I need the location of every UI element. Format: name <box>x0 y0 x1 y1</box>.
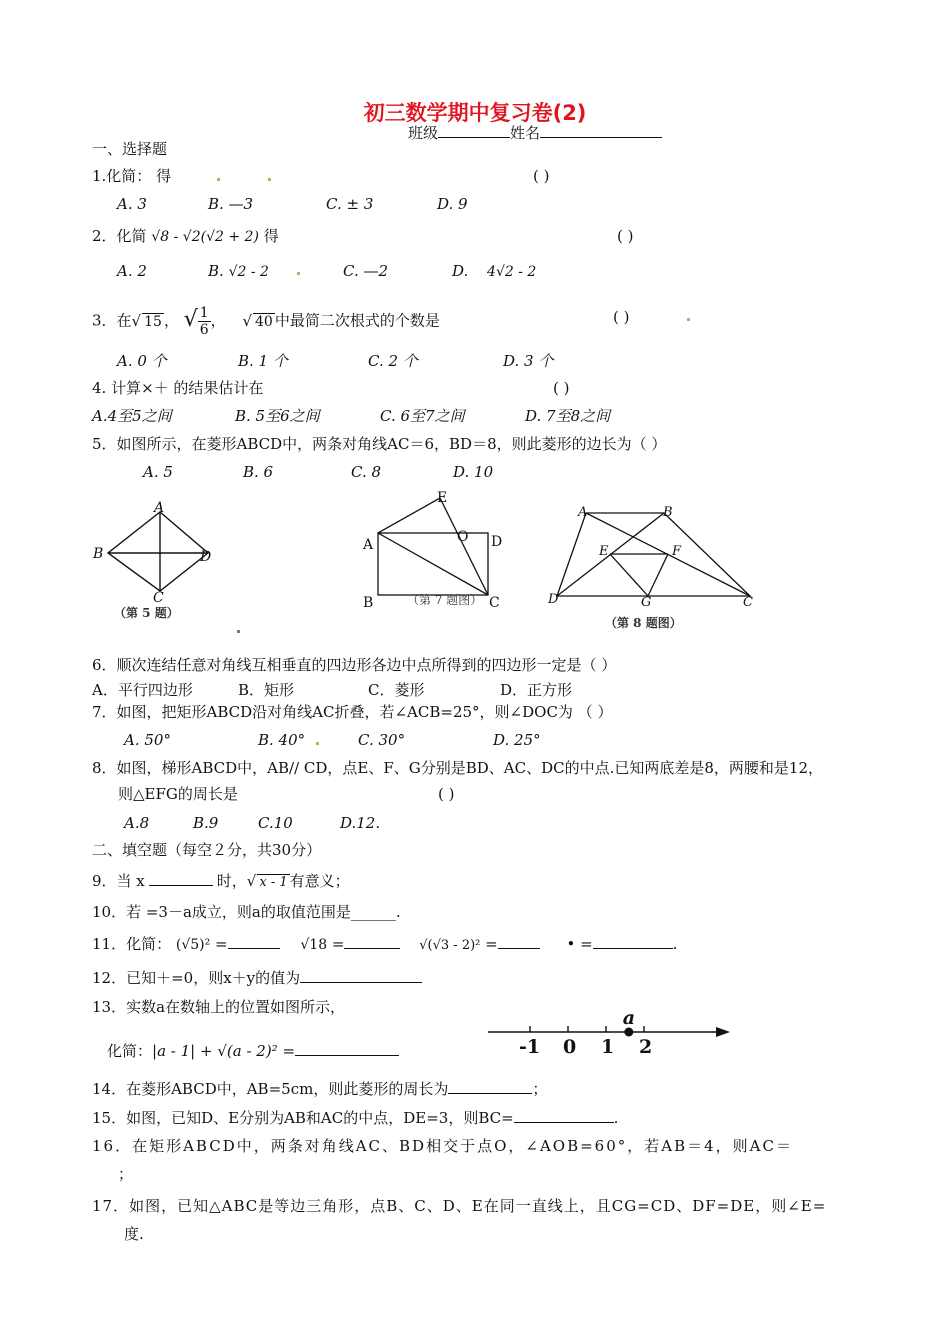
q11-end: . <box>672 935 678 953</box>
label-a: A <box>363 537 374 553</box>
q15-stem <box>92 1107 618 1128</box>
label-a: A <box>154 500 165 516</box>
q5-option-c[interactable]: C. 8 <box>351 463 382 481</box>
tick-label: 2 <box>639 1036 653 1058</box>
q3-stem-a: 3．在 <box>92 311 132 330</box>
figure-7-caption: （第 7 题图） <box>407 593 483 607</box>
q2-option-d[interactable] <box>452 261 536 282</box>
label-c: C <box>743 595 753 610</box>
q5-option-d[interactable]: D. 10 <box>453 463 494 481</box>
q3-option-b[interactable]: B. 1 个 <box>238 352 288 370</box>
q6-stem: 6．顺次连结任意对角线互相垂直的四边形各边中点所得到的四边形一定是（ ） <box>92 656 617 674</box>
figure-5-rhombus <box>88 495 248 645</box>
label-f: F <box>672 544 682 559</box>
q11-blank-3[interactable] <box>498 933 540 949</box>
q8-option-a[interactable]: A.8 <box>124 814 150 832</box>
q13-expression: |a - 1| + √(a - 2)² = <box>152 1042 296 1060</box>
q13-expression-line <box>107 1040 399 1061</box>
speck <box>237 630 240 633</box>
name-label: 姓名 <box>510 124 541 142</box>
q2-answer-paren[interactable]: ( ) <box>617 227 634 245</box>
figure-5-caption: （第 5 题） <box>114 606 179 620</box>
label-c: C <box>153 590 164 606</box>
q8-stem-line-2: 则△EFG的周长是 <box>118 785 238 803</box>
q2-option-b-label: B. <box>208 262 224 280</box>
q1-option-b[interactable]: B. —3 <box>208 195 254 213</box>
q1-option-c[interactable]: C. ± 3 <box>326 195 374 213</box>
q11-blank-4[interactable] <box>593 933 673 949</box>
q4-stem: 4. 计算×＋ 的结果估计在 <box>92 379 264 397</box>
q13-stem: 13．实数a在数轴上的位置如图所示， <box>92 998 346 1016</box>
q2-option-d-label: D. <box>452 262 469 280</box>
q2-expression: √8 - √2(√2 + 2) <box>151 229 259 245</box>
q2-option-b[interactable] <box>208 261 269 282</box>
class-field <box>408 122 662 143</box>
q8-answer-paren[interactable]: ( ) <box>438 785 455 803</box>
q2-option-b-expr: √2 - 2 <box>228 264 269 280</box>
figure-8-caption: （第 8 题图） <box>605 616 682 630</box>
q11-expr-2: √18 <box>300 937 328 953</box>
q9-part-b: 时， <box>216 872 247 890</box>
q9-blank[interactable] <box>149 870 213 886</box>
tick-label: 0 <box>563 1036 577 1058</box>
q9-part-c: 有意义； <box>289 872 350 890</box>
q8-option-b[interactable]: B.9 <box>193 814 219 832</box>
label-e: E <box>437 490 448 506</box>
q5-stem: 5．如图所示，在菱形ABCD中，两条对角线AC＝6，BD＝8，则此菱形的边长为（ ） <box>92 435 667 453</box>
speck <box>687 318 690 321</box>
class-label: 班级 <box>408 124 439 142</box>
label-b: B <box>663 505 673 520</box>
q11-dot: • <box>566 935 576 953</box>
q3-fraction-denominator: 6 <box>199 322 209 338</box>
q2-option-c[interactable]: C. —2 <box>343 262 389 280</box>
speck <box>217 178 220 181</box>
q2-option-a[interactable]: A. 2 <box>117 262 147 280</box>
rhombus-shape <box>108 512 208 591</box>
figure-7-rectangle <box>355 488 515 618</box>
class-blank[interactable] <box>438 122 510 138</box>
q4-option-c[interactable]: C. 6至7之间 <box>380 407 465 425</box>
q6-option-a[interactable]: A．平行四边形 <box>92 681 193 699</box>
q4-option-d[interactable]: D. 7至8之间 <box>525 407 611 425</box>
label-a: A <box>578 505 588 520</box>
q7-stem: 7．如图，把矩形ABCD沿对角线AC折叠，若∠ACB=25°，则∠DOC为 （ ） <box>92 703 613 721</box>
q11-blank-2[interactable] <box>344 933 400 949</box>
figure-8-trapezoid <box>545 500 770 640</box>
q7-option-a[interactable]: A. 50° <box>124 731 171 749</box>
q1-option-a[interactable]: A. 3 <box>117 195 147 213</box>
q3-fraction <box>198 305 211 338</box>
q9-radical-sign <box>247 872 257 890</box>
q6-option-b[interactable]: B．矩形 <box>238 681 295 699</box>
q12-text: 12．已知＋=0，则x＋y的值为 <box>92 969 301 987</box>
q2-stem <box>92 226 279 247</box>
section-fill: 二、填空题（每空２分，共30分） <box>92 841 322 859</box>
label-e: E <box>599 544 609 559</box>
q13-blank[interactable] <box>295 1040 399 1056</box>
q14-stem <box>92 1078 547 1099</box>
segment-fg <box>648 554 668 596</box>
q16-end: ； <box>118 1165 134 1183</box>
q1-option-d[interactable]: D. 9 <box>437 195 468 213</box>
q3-radical-3-sign <box>242 312 252 330</box>
q4-option-a[interactable]: A.4至5之间 <box>92 407 172 425</box>
q8-option-c[interactable]: C.10 <box>258 814 293 832</box>
segment-eg <box>610 554 648 596</box>
speck <box>316 742 319 745</box>
label-d: D <box>548 592 559 607</box>
q3-radical-1: 15 <box>144 313 162 330</box>
fold-ae <box>378 498 440 533</box>
label-b: B <box>363 595 374 611</box>
q7-option-d[interactable]: D. 25° <box>493 731 541 749</box>
tick-label: -1 <box>519 1036 541 1058</box>
label-d: D <box>491 534 503 550</box>
label-b: B <box>93 546 104 562</box>
label-o: O <box>457 529 469 545</box>
q10-stem: 10．若 =3－a成立，则a的取值范围是______. <box>92 903 401 921</box>
q11-expr-1: (√5)² <box>175 937 211 953</box>
q6-option-d[interactable]: D．正方形 <box>500 681 573 699</box>
q11-stem: 11．化简： (√5)² = √18 = √(√3 - 2)² = • = . <box>92 935 678 953</box>
q13-label: 化简： <box>107 1042 153 1060</box>
q9-radical: x - 1 <box>259 875 288 890</box>
q16-stem: 16．在矩形ABCD中，两条对角线AC、BD相交于点O，∠AOB=60°，若AB＝4，则AC＝ <box>92 1137 793 1155</box>
name-blank[interactable] <box>540 122 662 138</box>
q3-option-c[interactable]: C. 2 个 <box>368 352 418 370</box>
q15-text: 15．如图，已知D、E分别为AB和AC的中点，DE=3，则BC= <box>92 1109 514 1127</box>
q15-blank[interactable] <box>514 1107 614 1123</box>
q14-text: 14．在菱形ABCD中，AB=5cm，则此菱形的周长为 <box>92 1080 449 1098</box>
q3-fraction-numerator: 1 <box>199 305 209 321</box>
q11-expr-3: √(√3 - 2)² <box>419 938 481 953</box>
q2-stem-b: 得 <box>263 227 279 245</box>
q2-stem-a: 2．化简 <box>92 227 147 245</box>
q15-end: . <box>613 1109 619 1127</box>
q12-stem <box>92 967 422 988</box>
q11-blank-1[interactable] <box>228 933 280 949</box>
page-title: 初三数学期中复习卷(2) <box>363 101 587 125</box>
q17-stem: 17．如图，已知△ABC是等边三角形，点B、C、D、E在同一直线上，且CG=CD、DF=DE，则∠E= <box>92 1197 827 1215</box>
q9-part-a: 9．当 x <box>92 872 145 890</box>
q3-option-a[interactable]: A. 0 个 <box>117 352 167 370</box>
q11-label: 11．化简： <box>92 935 172 953</box>
q9-stem <box>92 870 350 891</box>
q3-stem-b: 中最简二次根式的个数是 <box>274 311 440 330</box>
label-g: G <box>641 595 652 610</box>
diagonal-ac <box>378 533 488 595</box>
q3-stem: 3．在√ 15 ， √ $\frac{1}{6}$ ， √ 40 中最简二次根式的个数是 <box>92 305 440 338</box>
speck <box>268 178 271 181</box>
q14-blank[interactable] <box>448 1078 532 1094</box>
q1-stem: 1.化简： 得 <box>92 167 172 185</box>
q1-answer-paren[interactable]: ( ) <box>533 167 550 185</box>
q4-option-b[interactable]: B. 5至6之间 <box>235 407 320 425</box>
q7-option-c[interactable]: C. 30° <box>358 731 406 749</box>
number-line-arrow <box>716 1027 730 1037</box>
tick-label: 1 <box>601 1036 615 1058</box>
q3-radical-3: 40 <box>255 313 273 330</box>
q3-answer-paren[interactable]: ( ) <box>613 308 630 326</box>
q8-option-d[interactable]: D.12. <box>340 814 381 832</box>
q14-end: ； <box>532 1080 548 1098</box>
q17-end: 度. <box>124 1225 144 1243</box>
q3-option-d[interactable]: D. 3 个 <box>503 352 554 370</box>
q3-radical-1-sign <box>132 312 142 330</box>
q8-stem-line-1: 8．如图，梯形ABCD中，AB// CD，点E、F、G分别是BD、AC、DC的中点.已知两底差是8，两腰和是12， <box>92 759 824 777</box>
q12-blank[interactable] <box>300 967 422 983</box>
label-d: D <box>200 549 212 565</box>
q2-option-d-expr: 4√2 - 2 <box>487 264 537 280</box>
q5-option-a[interactable]: A. 5 <box>143 463 173 481</box>
point-a-label: a <box>622 1008 636 1029</box>
fold-ec <box>440 498 488 595</box>
q3-radical-2-sign <box>184 307 198 332</box>
number-line <box>480 1008 740 1058</box>
q5-option-b[interactable]: B. 6 <box>243 463 274 481</box>
q6-option-c[interactable]: C．菱形 <box>368 681 425 699</box>
q4-answer-paren[interactable]: ( ) <box>553 379 570 397</box>
speck <box>297 272 300 275</box>
section-choice: 一、选择题 <box>92 140 168 158</box>
q7-option-b[interactable]: B. 40° <box>258 731 306 749</box>
label-c: C <box>489 595 500 611</box>
